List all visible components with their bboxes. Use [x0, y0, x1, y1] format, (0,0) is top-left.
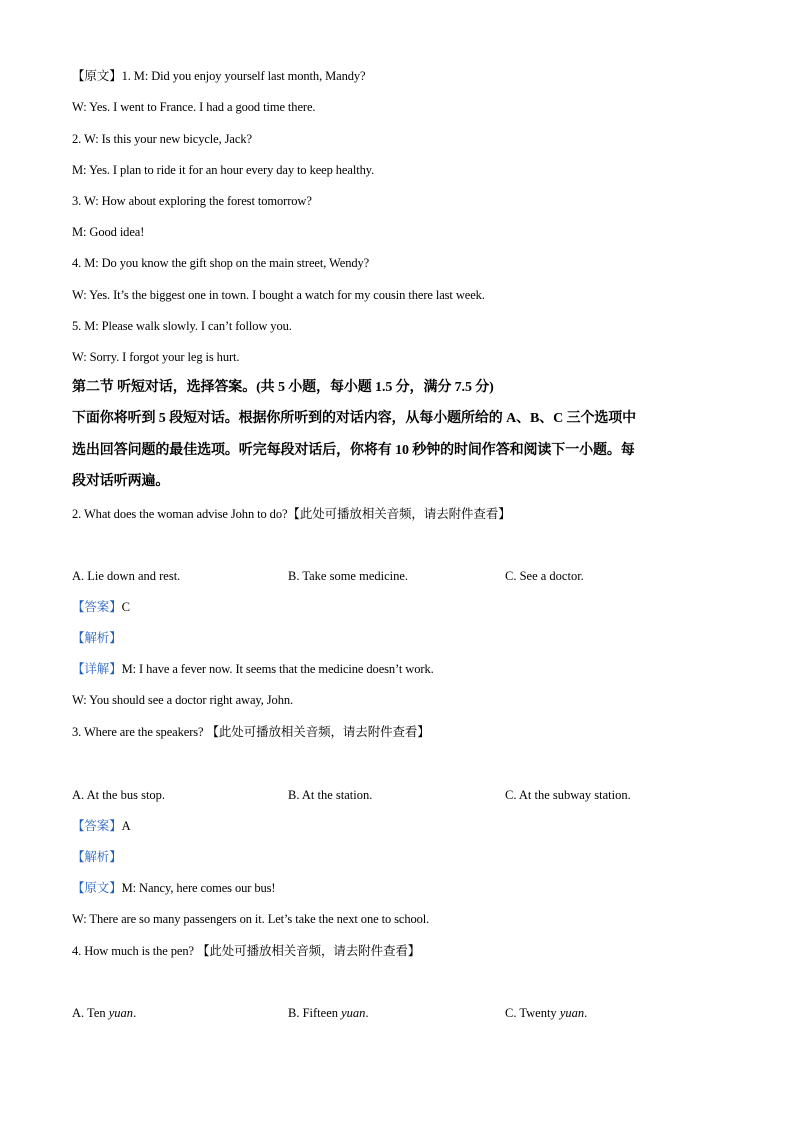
- answer-label: 【答案】: [72, 600, 122, 614]
- q2-option-c: C. See a doctor.: [505, 569, 584, 583]
- transcript-line-5: 3. W: How about exploring the forest tomorrow?: [72, 194, 312, 208]
- answer-value: A: [121, 819, 131, 833]
- option-punct: .: [133, 1006, 137, 1020]
- option-unit: yuan: [559, 1006, 585, 1020]
- option-text: C. Twenty: [505, 1006, 560, 1020]
- q4-option-b: [288, 1005, 369, 1021]
- q2-analysis-label: 【解析】: [72, 631, 122, 645]
- section-heading: 第二节 听短对话，选择答案。(共 5 小题，每小题 1.5 分，满分 7.5 分): [72, 380, 494, 395]
- section-instruction-3: 段对话听两遍。: [72, 474, 170, 489]
- transcript-line-8: W: Yes. It’s the biggest one in town. I bought a watch for my cousin there last week.: [72, 288, 485, 302]
- transcript-line-1: 【原文】1. M: Did you enjoy yourself last month, Mandy?: [72, 69, 366, 83]
- q3-option-b: B. At the station.: [288, 788, 373, 802]
- option-text: A. Ten: [72, 1006, 109, 1020]
- section-instruction-1: 下面你将听到 5 段短对话。根据你所听到的对话内容，从每小题所给的 A、B、C 三个选项中: [72, 411, 637, 426]
- q2-option-a: A. Lie down and rest.: [72, 569, 181, 583]
- transcript-line-3: 2. W: Is this your new bicycle, Jack?: [72, 132, 252, 146]
- section-instruction-2: 选出回答问题的最佳选项。听完每段对话后，你将有 10 秒钟的时间作答和阅读下一小题。每: [72, 443, 635, 458]
- q3-answer: [72, 818, 131, 834]
- q2-detail-line-2: W: You should see a doctor right away, John.: [72, 693, 294, 707]
- q3-option-c: C. At the subway station.: [505, 788, 631, 802]
- option-punct: .: [365, 1006, 369, 1020]
- transcript-line-10: W: Sorry. I forgot your leg is hurt.: [72, 350, 240, 364]
- option-unit: yuan: [108, 1006, 134, 1020]
- question-3: 3. Where are the speakers? 【此处可播放相关音频，请去附件查看】: [72, 725, 430, 739]
- transcript-line-9: 5. M: Please walk slowly. I can’t follow you.: [72, 319, 292, 333]
- transcript-line-6: M: Good idea!: [72, 225, 145, 239]
- question-2: 2. What does the woman advise John to do?【此处可播放相关音频，请去附件查看】: [72, 507, 511, 521]
- q4-option-a: [72, 1005, 136, 1021]
- q3-original-line-2: W: There are so many passengers on it. Let’s take the next one to school.: [72, 912, 430, 926]
- option-punct: .: [584, 1006, 588, 1020]
- q3-analysis-label: 【解析】: [72, 850, 122, 864]
- option-unit: yuan: [341, 1006, 366, 1020]
- option-text: B. Fifteen: [288, 1006, 342, 1020]
- q2-option-b: B. Take some medicine.: [288, 569, 409, 583]
- original-text: M: Nancy, here comes our bus!: [121, 881, 276, 895]
- transcript-line-2: W: Yes. I went to France. I had a good time there.: [72, 100, 316, 114]
- q2-answer: [72, 599, 130, 615]
- answer-label: 【答案】: [72, 819, 122, 833]
- q3-option-a: A. At the bus stop.: [72, 788, 166, 802]
- answer-value: C: [121, 600, 130, 614]
- q3-original-line-1: [72, 880, 276, 896]
- original-label: 【原文】: [72, 881, 122, 895]
- question-4: 4. How much is the pen? 【此处可播放相关音频，请去附件查看】: [72, 944, 421, 958]
- transcript-line-7: 4. M: Do you know the gift shop on the main street, Wendy?: [72, 256, 370, 270]
- q4-option-c: [505, 1005, 587, 1021]
- transcript-line-4: M: Yes. I plan to ride it for an hour every day to keep healthy.: [72, 163, 375, 177]
- q2-detail-line-1: [72, 661, 434, 677]
- detail-label: 【详解】: [72, 662, 122, 676]
- detail-text: M: I have a fever now. It seems that the medicine doesn’t work.: [121, 662, 434, 676]
